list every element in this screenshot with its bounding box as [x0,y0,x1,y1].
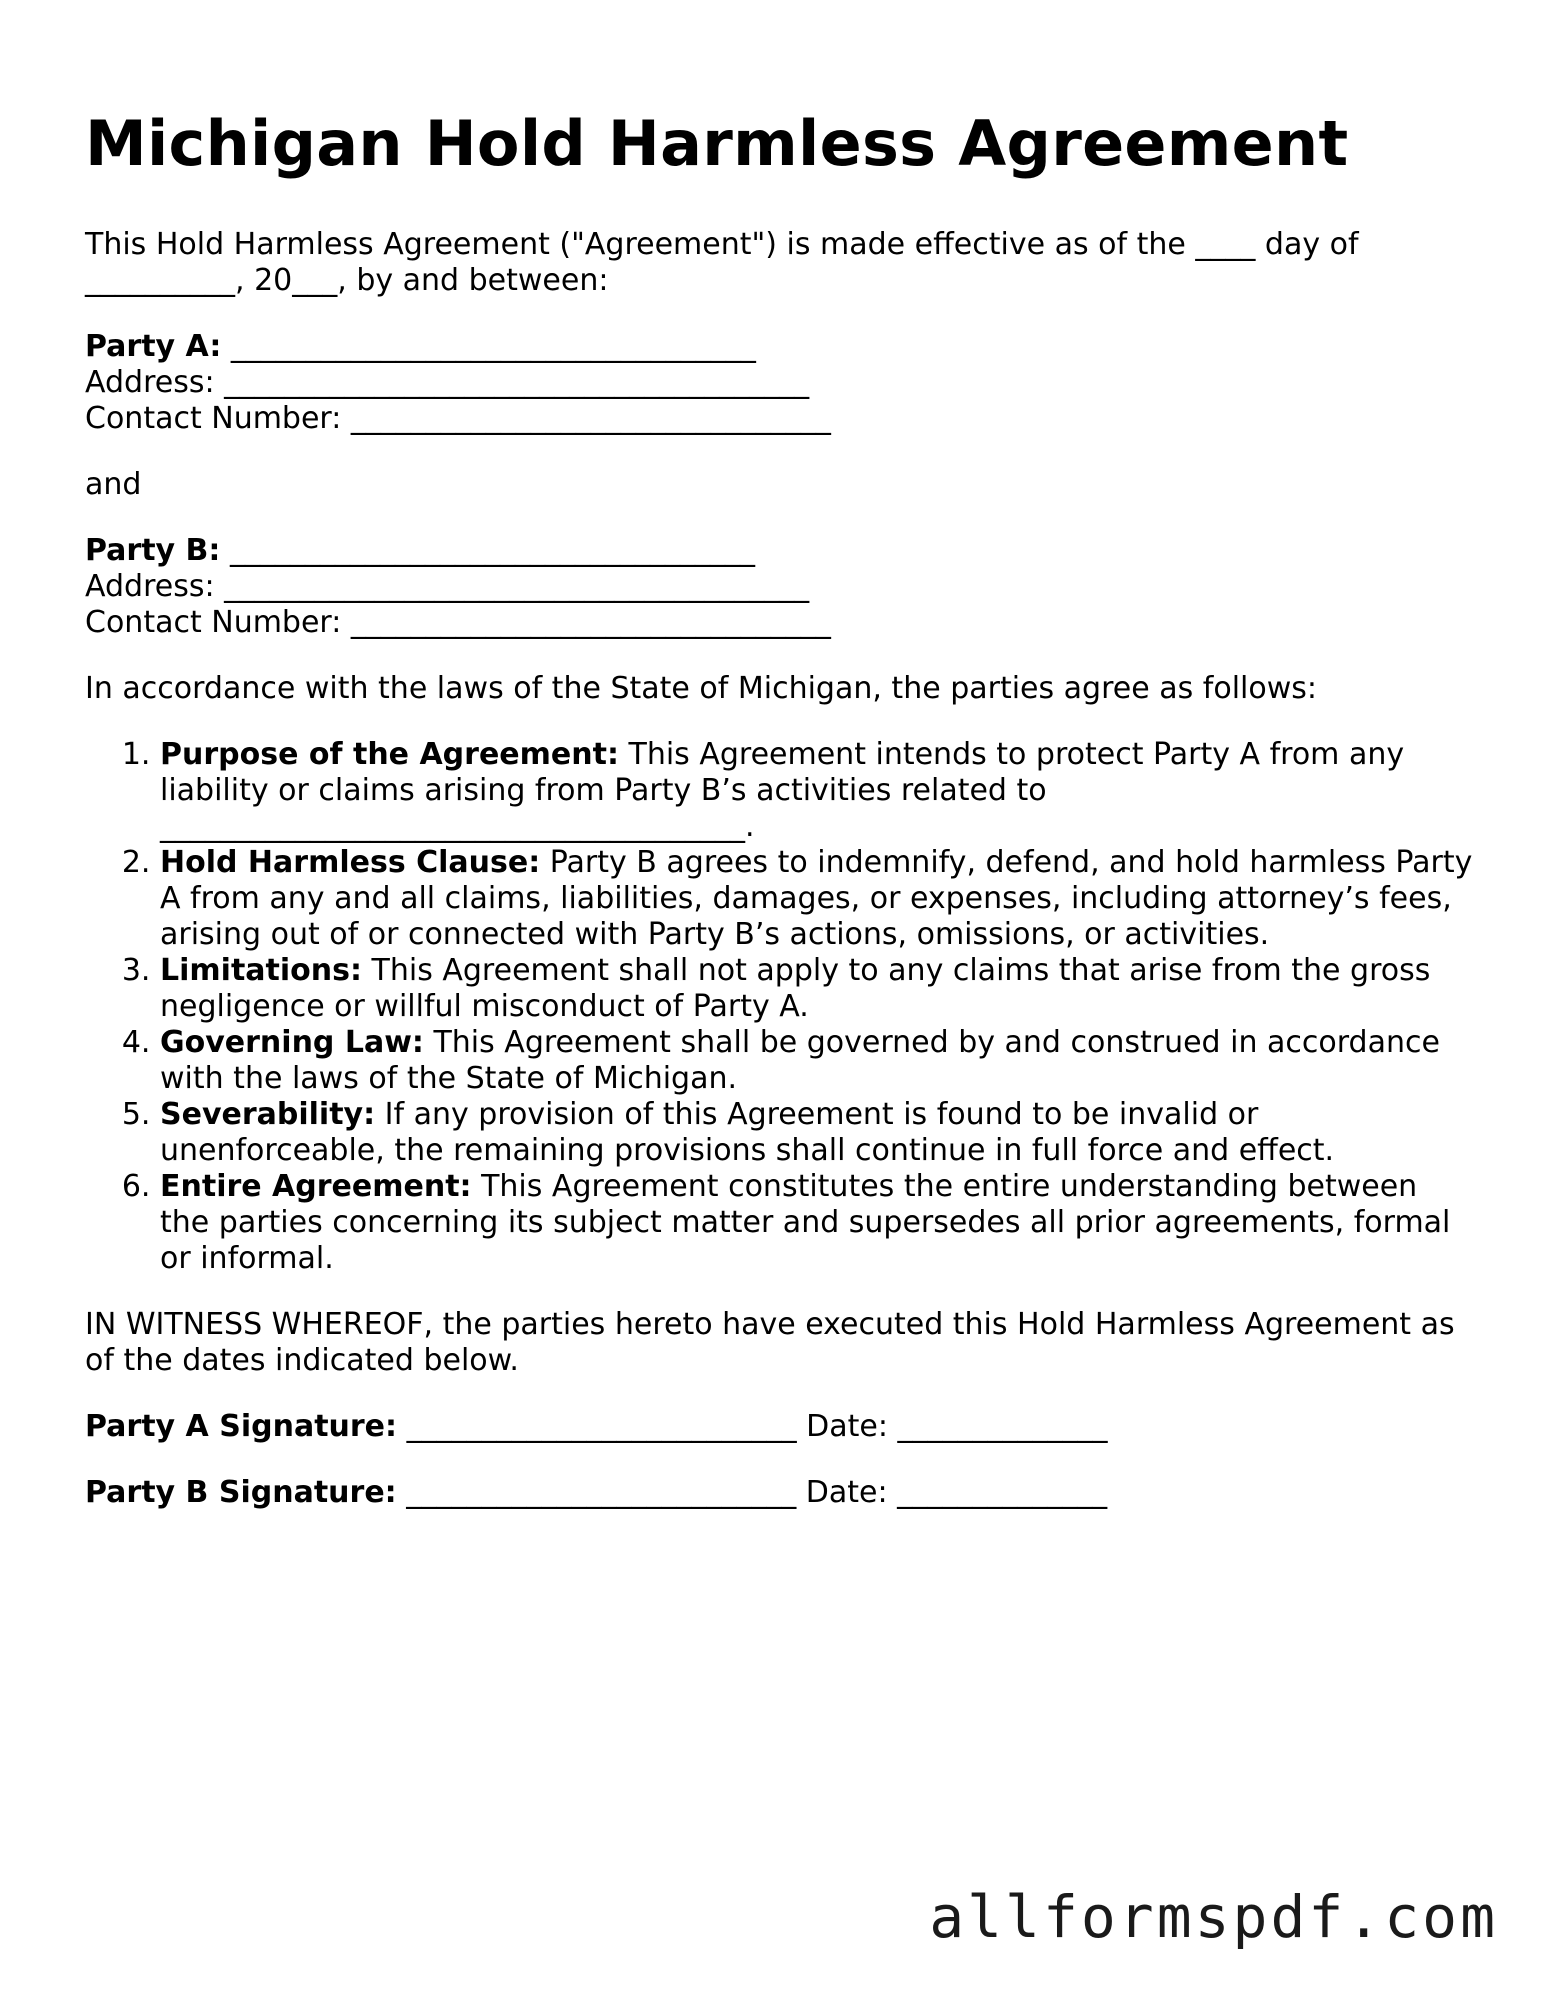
watermark-text: allformspdf.com [929,1883,1498,1951]
party-a-signature-line [85,1409,1475,1445]
lead-paragraph: In accordance with the laws of the State of Michigan, the parties agree as follows: [85,671,1317,706]
party-b-name-line [85,533,1475,569]
clauses-list [85,737,1475,1277]
party-a-contact: Contact Number: ________________________________ [85,401,831,436]
clause-item [160,737,1475,845]
clause-item [160,1025,1475,1097]
party-b-address: Address: _______________________________________ [85,569,810,604]
clause-item [160,1169,1475,1277]
party-a-signature-blank: __________________________ Date: ______________ [406,1409,1108,1444]
party-b-label: Party B: [85,533,221,568]
clause-item [160,845,1475,953]
clause-heading: Purpose of the Agreement: [160,737,619,772]
clause-text: If any provision of this Agreement is found to be invalid or unenforceable, the remaining provisions shall continue in full force and effect. [160,1097,1335,1168]
party-a-label: Party A: [85,329,222,364]
clause-heading: Severability: [160,1097,376,1132]
party-b-contact: Contact Number: ________________________________ [85,605,831,640]
party-b-signature-blank: __________________________ Date: ______________ [406,1475,1108,1510]
clause-heading: Governing Law: [160,1025,424,1060]
party-a-signature-label: Party A Signature: [85,1409,398,1444]
party-a-name-line [85,329,1475,365]
party-a-address: Address: _______________________________________ [85,365,810,400]
clause-heading: Hold Harmless Clause: [160,845,541,880]
clause-text: Party B agrees to indemnify, defend, and hold harmless Party A from any and all claims, liabilities, damages, or expenses, including attorney’s fees, arising out of or connected with Party B’s actions, omissions, or activities. [160,845,1473,952]
and-text: and [85,467,142,502]
witness-paragraph: IN WITNESS WHEREOF, the parties hereto have executed this Hold Harmless Agreement as of the dates indicated below. [85,1307,1455,1378]
clause-text: This Agreement intends to protect Party A from any liability or claims arising from Party B’s activities related to _______________________________________. [160,737,1405,844]
document-title: Michigan Hold Harmless Agreement [85,107,1349,180]
clause-heading: Limitations: [160,953,362,988]
clause-item [160,953,1475,1025]
clause-heading: Entire Agreement: [160,1169,472,1204]
party-b-name-blank: ___________________________________ [229,533,755,568]
intro-paragraph: This Hold Harmless Agreement ("Agreement") is made effective as of the ____ day of __________, 20___, by and between: [85,227,1359,298]
document-page [85,105,1475,1541]
party-a-block [85,329,1475,437]
clause-text: This Agreement shall not apply to any claims that arise from the gross negligence or willful misconduct of Party A. [160,953,1431,1024]
party-b-signature-line [85,1475,1475,1511]
party-a-name-blank: ___________________________________ [230,329,756,364]
clause-text: This Agreement constitutes the entire understanding between the parties concerning its subject matter and supersedes all prior agreements, formal or informal. [160,1169,1451,1276]
clause-text: This Agreement shall be governed by and construed in accordance with the laws of the State of Michigan. [160,1025,1440,1096]
party-b-block [85,533,1475,641]
clause-item [160,1097,1475,1169]
party-b-signature-label: Party B Signature: [85,1475,397,1510]
